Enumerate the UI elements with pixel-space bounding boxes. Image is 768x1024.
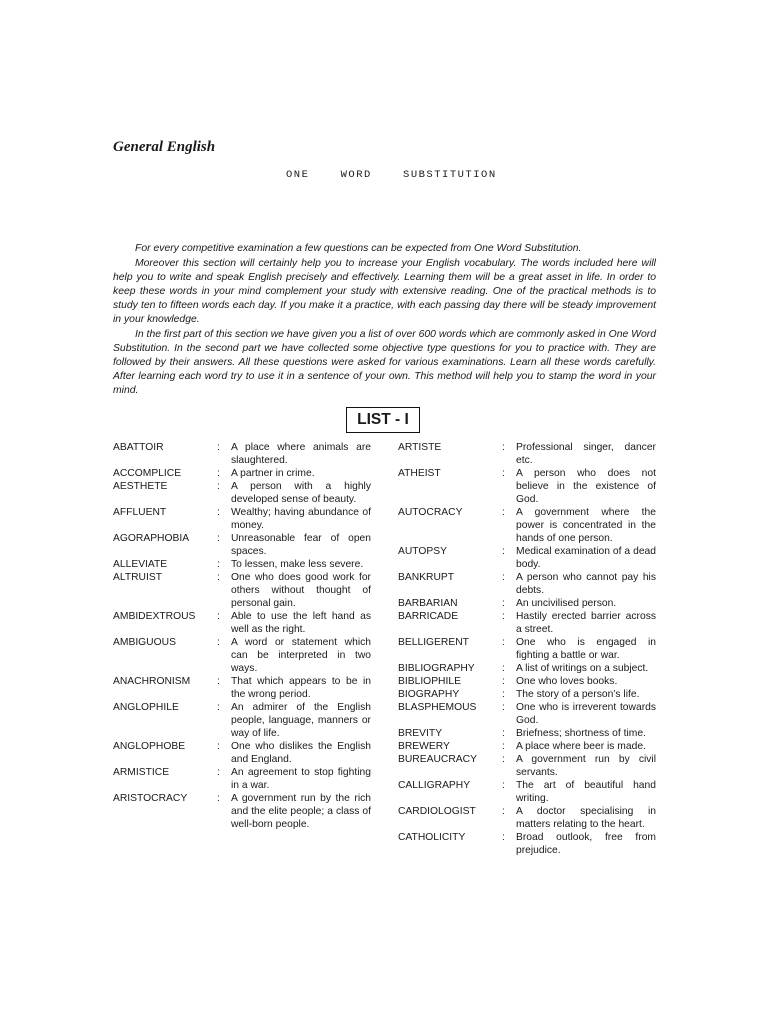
entry-separator: :	[217, 741, 220, 752]
entry-definition: Broad outlook, free from prejudice.	[516, 832, 656, 856]
entry-term: BUREAUCRACY	[398, 754, 477, 765]
word-entry	[398, 662, 656, 675]
entry-separator: :	[502, 572, 505, 583]
entry-definition: The art of beautiful hand writing.	[516, 780, 656, 804]
entry-definition: A place where beer is made.	[516, 741, 646, 752]
entry-separator: :	[502, 728, 505, 739]
entry-separator: :	[217, 533, 220, 544]
entry-definition: An agreement to stop fighting in a war.	[231, 767, 371, 791]
entry-term: BIBLIOPHILE	[398, 676, 461, 687]
entry-definition: A government run by the rich and the elite people; a class of well-born people.	[231, 793, 371, 830]
entry-definition: A person who cannot pay his debts.	[516, 572, 656, 596]
entry-definition: A person with a highly developed sense of beauty.	[231, 481, 371, 505]
word-entry	[113, 571, 371, 610]
entry-definition: An uncivilised person.	[516, 598, 617, 609]
entry-separator: :	[502, 546, 505, 557]
word-entry	[113, 675, 371, 701]
entry-term: ATHEIST	[398, 468, 441, 479]
entry-term: CARDIOLOGIST	[398, 806, 476, 817]
entry-term: BANKRUPT	[398, 572, 455, 583]
entry-term: AMBIDEXTROUS	[113, 611, 196, 622]
word-entry	[113, 792, 371, 831]
entry-definition: A doctor specialising in matters relating to the heart.	[516, 806, 656, 830]
word-entry	[398, 805, 656, 831]
word-entry	[113, 766, 371, 792]
word-entry	[398, 675, 656, 688]
word-entry	[398, 506, 656, 545]
entry-separator: :	[217, 767, 220, 778]
entry-term: ACCOMPLICE	[113, 468, 182, 479]
entry-term: CATHOLICITY	[398, 832, 466, 843]
entry-definition: A place where animals are slaughtered.	[231, 442, 371, 466]
intro-paragraph: For every competitive examination a few questions can be expected from One Word Substitution.	[135, 243, 582, 254]
intro-text	[113, 242, 656, 399]
entry-definition: A person who does not believe in the existence of God.	[516, 468, 656, 505]
entry-definition: Professional singer, dancer etc.	[516, 442, 656, 466]
word-entry	[113, 636, 371, 675]
entry-separator: :	[502, 754, 505, 765]
entry-separator: :	[502, 598, 505, 609]
entry-term: AFFLUENT	[113, 507, 167, 518]
word-entry	[398, 688, 656, 701]
entry-separator: :	[502, 780, 505, 791]
entry-term: BLASPHEMOUS	[398, 702, 477, 713]
word-entry	[398, 727, 656, 740]
entry-definition: An admirer of the English people, language, manners or way of life.	[231, 702, 371, 739]
entry-separator: :	[502, 637, 505, 648]
entry-term: BELLIGERENT	[398, 637, 469, 648]
entry-separator: :	[502, 676, 505, 687]
word-entry	[113, 467, 371, 480]
entry-separator: :	[217, 559, 220, 570]
intro-paragraph: Moreover this section will certainly help you to increase your English vocabulary. The words included here will help you to write and speak English precisely and effectively. Learning them will be a great asset in life. In order to keep these words in your mind complement your study with extensive reading. One of the practical methods is to study ten to fifteen words each day. If you make it a practice, with each passing day there will be steady improvement in your knowledge.	[113, 258, 656, 326]
entry-term: ALLEVIATE	[113, 559, 168, 570]
entry-definition: A word or statement which can be interpreted in two ways.	[231, 637, 371, 674]
entry-separator: :	[217, 442, 220, 453]
entry-separator: :	[502, 832, 505, 843]
entry-separator: :	[217, 611, 220, 622]
word-entry	[398, 831, 656, 857]
word-entry	[113, 701, 371, 740]
entry-term: AUTOCRACY	[398, 507, 463, 518]
entry-separator: :	[502, 702, 505, 713]
word-entry	[398, 571, 656, 597]
entry-separator: :	[217, 702, 220, 713]
entry-definition: Hastily erected barrier across a street.	[516, 611, 656, 635]
entry-term: BREVITY	[398, 728, 443, 739]
entry-definition: Wealthy; having abundance of money.	[231, 507, 371, 531]
word-entry	[398, 467, 656, 506]
entry-term: AGORAPHOBIA	[113, 533, 190, 544]
entry-term: AUTOPSY	[398, 546, 448, 557]
entry-term: AMBIGUOUS	[113, 637, 176, 648]
entry-separator: :	[502, 611, 505, 622]
word-list-left-column	[113, 441, 371, 831]
entry-term: CALLIGRAPHY	[398, 780, 471, 791]
word-entry	[113, 740, 371, 766]
entry-separator: :	[502, 507, 505, 518]
word-entry	[398, 597, 656, 610]
word-entry	[398, 779, 656, 805]
entry-definition: A partner in crime.	[231, 468, 315, 479]
list-heading: LIST - I	[346, 407, 420, 433]
entry-term: ANGLOPHOBE	[113, 741, 186, 752]
entry-term: ALTRUIST	[113, 572, 163, 583]
section-title: ONE WORD SUBSTITUTION	[286, 169, 497, 181]
entry-definition: Briefness; shortness of time.	[516, 728, 646, 739]
word-entry	[398, 441, 656, 467]
entry-term: BREWERY	[398, 741, 450, 752]
entry-term: ANGLOPHILE	[113, 702, 179, 713]
entry-definition: Unreasonable fear of open spaces.	[231, 533, 371, 557]
entry-definition: One who does good work for others without thought of personal gain.	[231, 572, 371, 609]
page-header-title: General English	[113, 139, 216, 155]
entry-definition: The story of a person’s life.	[516, 689, 640, 700]
entry-separator: :	[217, 507, 220, 518]
word-entry	[113, 558, 371, 571]
entry-term: ARMISTICE	[113, 767, 170, 778]
entry-definition: Medical examination of a dead body.	[516, 546, 656, 570]
entry-separator: :	[217, 637, 220, 648]
entry-definition: One who is engaged in fighting a battle or war.	[516, 637, 656, 661]
entry-separator: :	[217, 481, 220, 492]
entry-separator: :	[502, 442, 505, 453]
word-entry	[113, 506, 371, 532]
word-entry	[398, 610, 656, 636]
entry-term: BIBLIOGRAPHY	[398, 663, 475, 674]
word-entry	[113, 480, 371, 506]
word-entry	[113, 610, 371, 636]
entry-definition: That which appears to be in the wrong period.	[231, 676, 371, 700]
word-entry	[398, 740, 656, 753]
entry-term: BARBARIAN	[398, 598, 458, 609]
word-list-right-column	[398, 441, 656, 857]
entry-definition: A government run by civil servants.	[516, 754, 656, 778]
entry-definition: Able to use the left hand as well as the right.	[231, 611, 371, 635]
entry-term: AESTHETE	[113, 481, 168, 492]
entry-separator: :	[502, 468, 505, 479]
entry-separator: :	[217, 572, 220, 583]
entry-separator: :	[502, 689, 505, 700]
entry-separator: :	[502, 663, 505, 674]
entry-term: BARRICADE	[398, 611, 459, 622]
entry-term: ANACHRONISM	[113, 676, 191, 687]
entry-separator: :	[502, 806, 505, 817]
entry-definition: One who loves books.	[516, 676, 618, 687]
word-entry	[398, 636, 656, 662]
word-entry	[113, 441, 371, 467]
entry-definition: A list of writings on a subject.	[516, 663, 649, 674]
entry-definition: One who dislikes the English and England.	[231, 741, 371, 765]
entry-term: ARTISTE	[398, 442, 442, 453]
entry-separator: :	[217, 468, 220, 479]
entry-term: ARISTOCRACY	[113, 793, 188, 804]
entry-separator: :	[217, 793, 220, 804]
word-entry	[113, 532, 371, 558]
entry-separator: :	[502, 741, 505, 752]
entry-term: ABATTOIR	[113, 442, 164, 453]
entry-term: BIOGRAPHY	[398, 689, 460, 700]
word-entry	[398, 545, 656, 571]
entry-definition: To lessen, make less severe.	[231, 559, 364, 570]
word-entry	[398, 753, 656, 779]
intro-paragraph: In the first part of this section we have given you a list of over 600 words which are commonly asked in One Word Substitution. In the second part we have collected some objective type questions for you to practice with. They are followed by their answers. All these questions were asked for various examinations. Learn all these words carefully. After learning each word try to use it in a sentence of your own. This method will help you to stamp the word in your mind.	[113, 329, 656, 397]
entry-separator: :	[217, 676, 220, 687]
word-entry	[398, 701, 656, 727]
entry-definition: One who is irreverent towards God.	[516, 702, 656, 726]
entry-definition: A government where the power is concentrated in the hands of one person.	[516, 507, 656, 544]
